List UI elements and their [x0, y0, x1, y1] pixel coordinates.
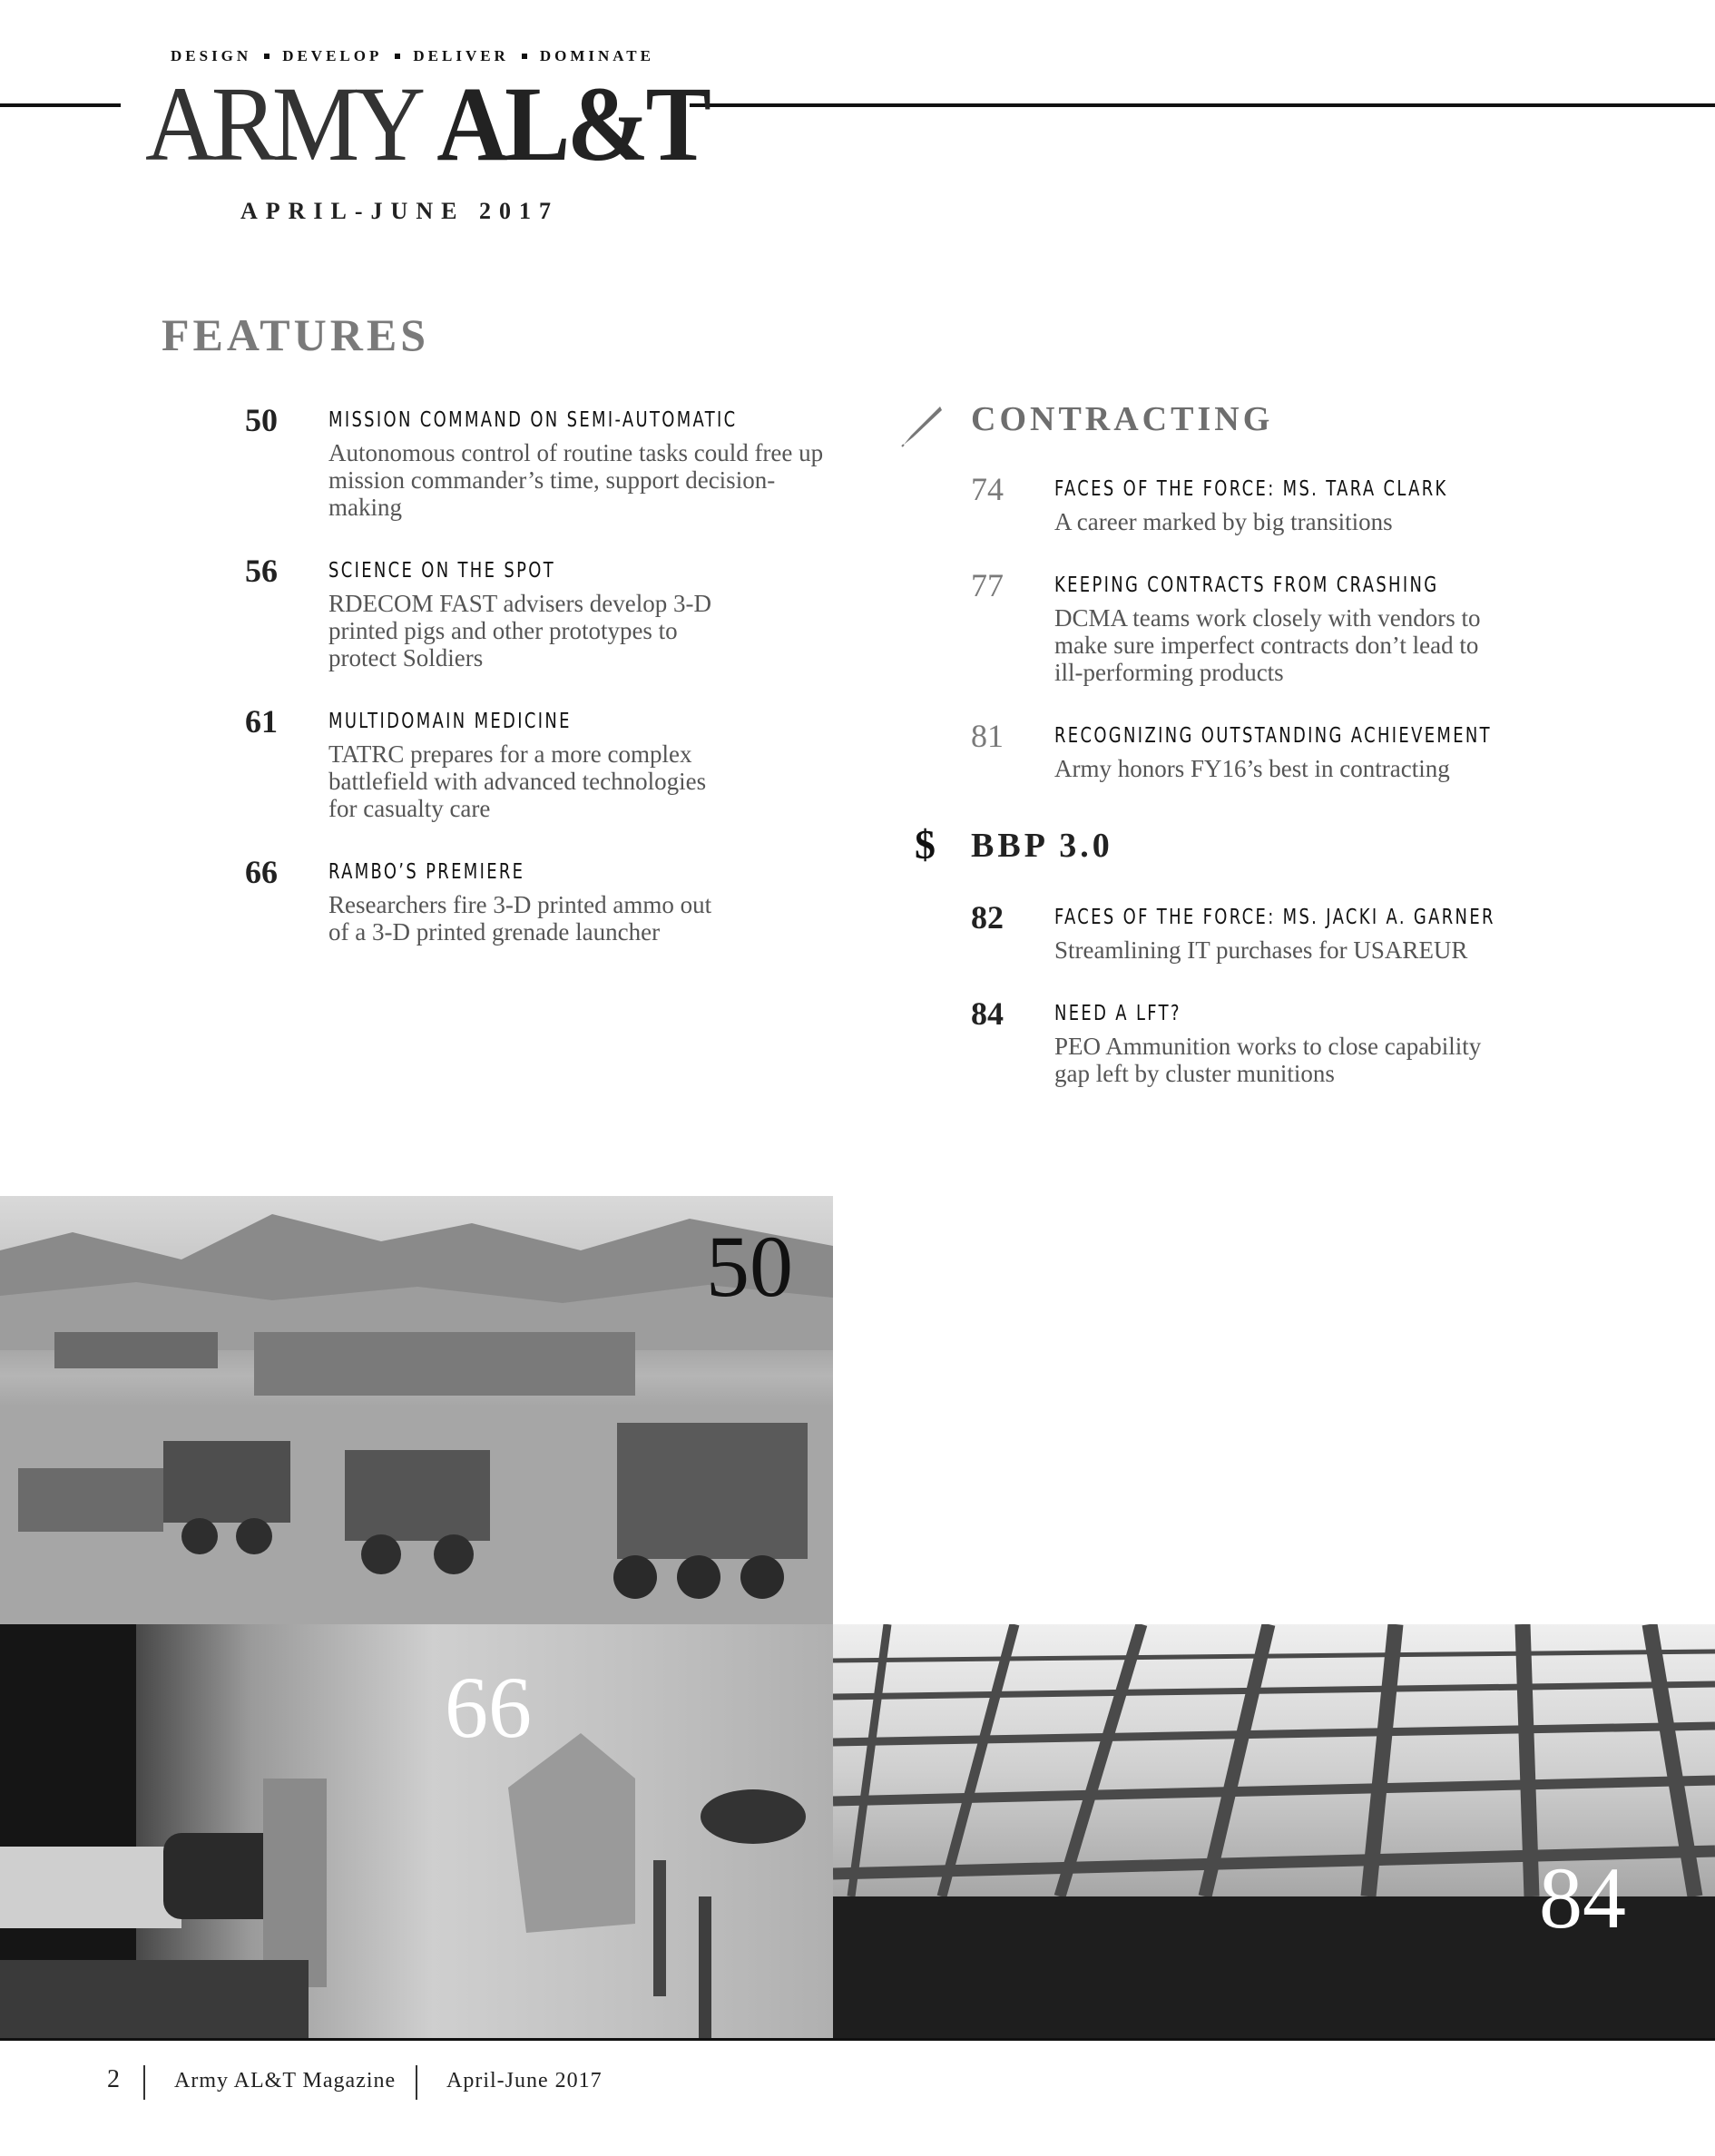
masthead-tagline	[171, 47, 654, 65]
toc-title: FACES OF THE FORCE: MS. JACKI A. GARNER	[1054, 906, 1495, 929]
photo-page-label: 50	[706, 1218, 793, 1315]
toc-title: NEED A LFT?	[1054, 1002, 1181, 1025]
toc-page-number: 77	[971, 567, 1004, 603]
toc-description: Researchers fire 3-D printed ammo out of a 3-D printed grenade launcher	[328, 891, 712, 946]
toc-page-number: 82	[971, 899, 1004, 936]
tagline-separator	[264, 54, 270, 59]
toc-page-number: 84	[971, 995, 1004, 1032]
logo-alt: AL&T	[436, 64, 709, 183]
grid-photo[interactable]	[833, 1624, 1715, 2038]
toc-title: MULTIDOMAIN MEDICINE	[328, 710, 572, 733]
footer-rule	[0, 2038, 1715, 2041]
magazine-logo	[145, 64, 709, 183]
toc-description: Army honors FY16’s best in contracting	[1054, 755, 1450, 782]
toc-title: FACES OF THE FORCE: MS. TARA CLARK	[1054, 477, 1448, 501]
toc-page-number: 61	[245, 703, 278, 740]
toc-page-number: 66	[245, 854, 278, 890]
toc-title: SCIENCE ON THE SPOT	[328, 559, 556, 583]
toc-description: PEO Ammunition works to close capability gap left by cluster munitions	[1054, 1033, 1482, 1087]
pen-icon	[898, 403, 944, 448]
tagline-word: DOMINATE	[539, 47, 654, 64]
photo-page-label: 84	[1539, 1849, 1626, 1946]
toc-description: Streamlining IT purchases for USAREUR	[1054, 936, 1468, 964]
tagline-word: DEVELOP	[282, 47, 383, 64]
photo-page-label: 66	[445, 1659, 532, 1756]
footer-page-number: 2	[107, 2065, 120, 2093]
launcher-photo[interactable]	[0, 1624, 833, 2038]
toc-page-number: 56	[245, 553, 278, 589]
tagline-separator	[395, 54, 400, 59]
contracting-heading: CONTRACTING	[971, 400, 1274, 438]
toc-title: KEEPING CONTRACTS FROM CRASHING	[1054, 573, 1439, 597]
footer-issue: April-June 2017	[446, 2069, 603, 2092]
tagline-word: DELIVER	[413, 47, 509, 64]
toc-page-number: 74	[971, 471, 1004, 507]
toc-description: Autonomous control of routine tasks could free up mission commander’s time, support decision-making	[328, 439, 824, 521]
toc-page-number: 50	[245, 402, 278, 438]
issue-date: APRIL-JUNE 2017	[240, 198, 559, 224]
footer-divider	[416, 2065, 417, 2100]
masthead-rule-left	[0, 103, 121, 107]
toc-description: RDECOM FAST advisers develop 3-D printed pigs and other prototypes to protect Soldiers	[328, 590, 711, 671]
convoy-photo[interactable]	[0, 1196, 833, 1624]
footer-magazine-name: Army AL&T Magazine	[174, 2069, 397, 2092]
tagline-word: DESIGN	[171, 47, 252, 64]
toc-title: RECOGNIZING OUTSTANDING ACHIEVEMENT	[1054, 724, 1492, 748]
toc-description: TATRC prepares for a more complex battlefield with advanced technologies for casualty care	[328, 740, 707, 822]
toc-title: RAMBO’S PREMIERE	[328, 860, 525, 884]
footer-divider	[143, 2065, 145, 2100]
toc-description: A career marked by big transitions	[1054, 508, 1393, 535]
launcher-illustration	[0, 1624, 833, 2038]
features-heading: FEATURES	[162, 309, 430, 360]
toc-description: DCMA teams work closely with vendors to make sure imperfect contracts don’t lead to ill-performing products	[1054, 604, 1481, 686]
grid-illustration	[833, 1624, 1715, 2038]
toc-page-number: 81	[971, 718, 1004, 754]
dollar-icon: $	[915, 821, 936, 867]
toc-title: MISSION COMMAND ON SEMI-AUTOMATIC	[328, 408, 738, 432]
masthead-rule-right	[690, 103, 1715, 107]
logo-army: ARMY	[145, 64, 417, 183]
tagline-separator	[522, 54, 527, 59]
bbp-heading: BBP 3.0	[971, 827, 1113, 865]
